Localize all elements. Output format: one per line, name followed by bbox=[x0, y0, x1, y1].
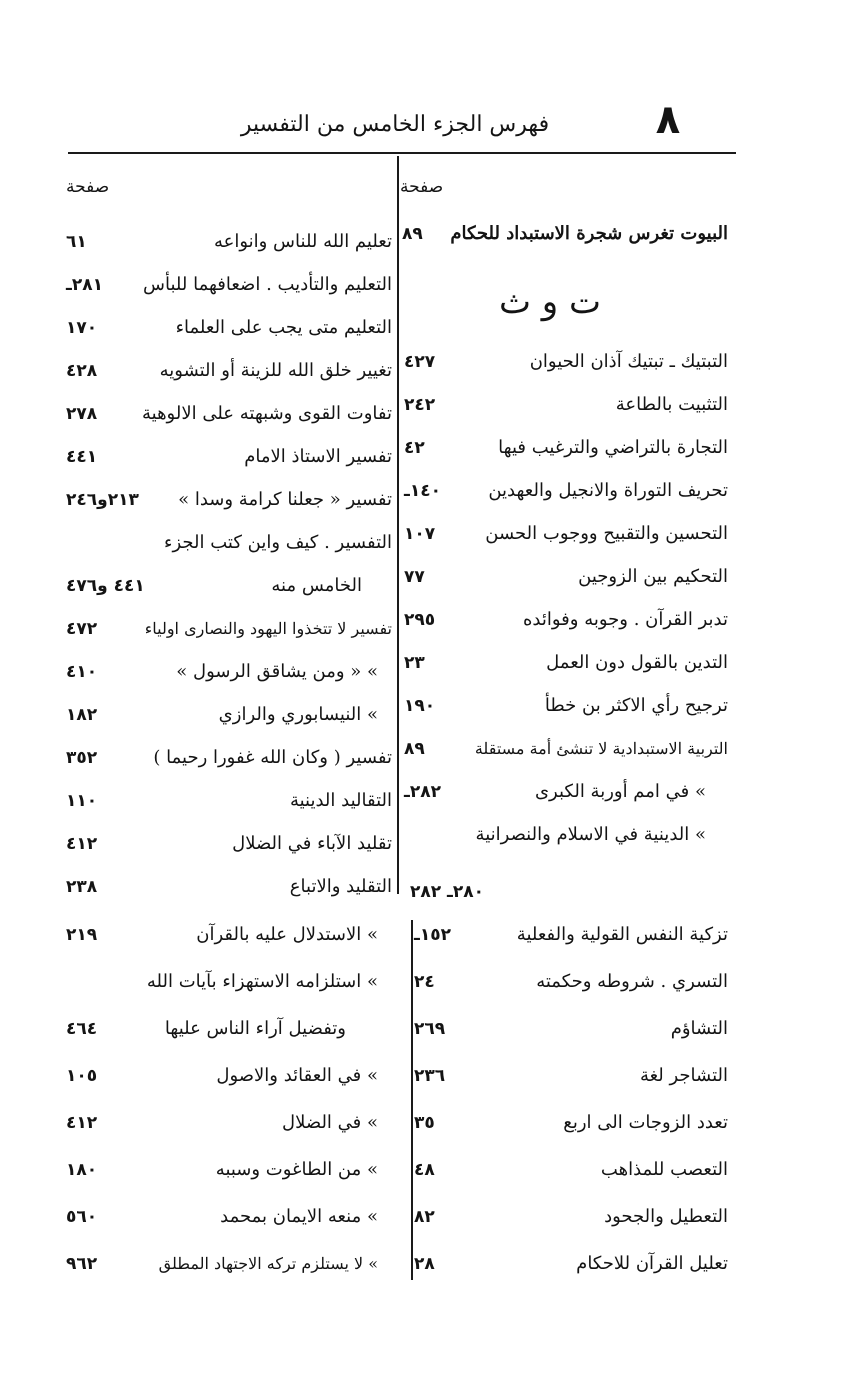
entry-text: وتفضيل آراء الناس عليها bbox=[164, 1018, 346, 1039]
entry-page: ٣٥٢ bbox=[66, 748, 98, 768]
entry-page: ٢٩٥ bbox=[404, 610, 436, 630]
entry-text: تعليم الله للناس وانواعه bbox=[213, 231, 392, 252]
entry-text: » في العقائد والاصول bbox=[216, 1065, 378, 1086]
entry-page: ٩٦٢ bbox=[66, 1254, 98, 1274]
index-entry bbox=[414, 1242, 728, 1286]
index-entry bbox=[404, 512, 728, 556]
entry-text: » الاستدلال عليه بالقرآن bbox=[196, 924, 378, 945]
entry-text: تفاوت القوى وشبهته على الالوهية bbox=[141, 403, 392, 424]
entry-page: ١١٠ bbox=[66, 791, 98, 811]
entry-page: ٤٧٢ bbox=[66, 619, 98, 639]
index-entry bbox=[66, 478, 392, 522]
entry-page: ٢٣ bbox=[404, 653, 425, 673]
index-entry bbox=[66, 349, 392, 393]
index-entry bbox=[66, 1242, 378, 1286]
entry-text: الخامس منه bbox=[271, 575, 362, 596]
entry-page: ٢٦٩ bbox=[414, 1019, 446, 1039]
entry-page: ٢٤٢ bbox=[404, 395, 436, 415]
entry-page: ١٤٠ـ bbox=[404, 481, 441, 501]
index-entry bbox=[414, 1148, 728, 1192]
entry-page: ٤١٢ bbox=[66, 1113, 98, 1133]
entry-text: تفسير ( وكان الله غفورا رحيما ) bbox=[153, 747, 392, 768]
entry-page: ٤٤١ bbox=[66, 447, 98, 467]
entry-text: التعطيل والجحود bbox=[604, 1206, 728, 1227]
index-entry bbox=[66, 392, 392, 436]
entry-text: » الدينية في الاسلام والنصرانية bbox=[475, 824, 706, 845]
index-entry bbox=[66, 1195, 378, 1239]
entry-page: ٤٢٨ bbox=[66, 361, 98, 381]
index-entry bbox=[414, 1195, 728, 1239]
index-entry bbox=[402, 212, 728, 256]
entry-page: ٢٧٨ bbox=[66, 404, 98, 424]
entry-text: » استلزامه الاستهزاء بآيات الله bbox=[146, 971, 378, 992]
entry-text: التشاجر لغة bbox=[639, 1065, 728, 1086]
entry-text: تعدد الزوجات الى اربع bbox=[563, 1112, 728, 1133]
index-entry bbox=[410, 870, 570, 914]
entry-text: التحسين والتقبيح ووجوب الحسن bbox=[485, 523, 728, 544]
column-divider bbox=[397, 156, 399, 894]
index-entry bbox=[66, 865, 392, 909]
entry-page: ١٩٠ bbox=[404, 696, 436, 716]
entry-page: ٢٨٢ـ bbox=[404, 782, 441, 802]
entry-text: » النيسابوري والرازي bbox=[218, 704, 378, 725]
entry-text: التحكيم بين الزوجين bbox=[578, 566, 728, 587]
entry-page: ٤٢ bbox=[404, 438, 425, 458]
entry-page: ٤٢٧ bbox=[404, 352, 436, 372]
entry-page: ٨٩ bbox=[402, 224, 423, 244]
entry-page: ٤٦٤ bbox=[66, 1019, 98, 1039]
left-column-page-header: صفحة bbox=[66, 177, 110, 197]
entry-text: تفسير لا تتخذوا اليهود والنصارى اولياء bbox=[144, 619, 392, 638]
entry-page: ٢٨ bbox=[414, 1254, 435, 1274]
index-entry bbox=[66, 263, 392, 307]
entry-text: التجارة بالتراضي والترغيب فيها bbox=[498, 437, 728, 458]
entry-text: التعصب للمذاهب bbox=[600, 1159, 728, 1180]
entry-text: تفسير الاستاذ الامام bbox=[244, 446, 392, 467]
index-entry bbox=[66, 1101, 378, 1145]
index-entry bbox=[414, 960, 728, 1004]
entry-page: ١٧٠ bbox=[66, 318, 98, 338]
index-entry bbox=[414, 1101, 728, 1145]
index-entry bbox=[66, 1148, 378, 1192]
entry-page: ١٨٢ bbox=[66, 705, 98, 725]
entry-text: » « ومن يشاقق الرسول » bbox=[176, 661, 378, 682]
entry-text: التسري . شروطه وحكمته bbox=[536, 971, 728, 992]
index-entry bbox=[414, 1007, 728, 1051]
entry-text: التقليد والاتباع bbox=[289, 876, 392, 897]
entry-text: » منعه الايمان بمحمد bbox=[220, 1206, 378, 1227]
index-entry bbox=[66, 607, 392, 651]
index-entry bbox=[404, 813, 706, 857]
index-entry bbox=[66, 822, 392, 866]
entry-page: ٣٥ bbox=[414, 1113, 435, 1133]
entry-page: ٤٨ bbox=[414, 1160, 435, 1180]
page-number: ٨ bbox=[655, 97, 681, 143]
index-entry bbox=[66, 693, 378, 737]
entry-text: التدين بالقول دون العمل bbox=[546, 652, 728, 673]
entry-text: تقليد الآباء في الضلال bbox=[232, 833, 392, 854]
entry-page: ٤٤١ و٤٧٦ bbox=[66, 576, 145, 596]
entry-page: ٦١ bbox=[66, 232, 87, 252]
index-entry bbox=[404, 340, 728, 384]
index-entry bbox=[66, 1054, 378, 1098]
entry-text: التبتيك ـ تبتيك آذان الحيوان bbox=[529, 351, 728, 372]
index-entry bbox=[66, 220, 392, 264]
entry-page: ٨٩ bbox=[404, 739, 425, 759]
entry-page: ٢٣٨ bbox=[66, 877, 98, 897]
entry-page: ٤١٠ bbox=[66, 662, 98, 682]
entry-page: ١٥٢ـ bbox=[414, 925, 451, 945]
entry-text: التثبيت بالطاعة bbox=[615, 394, 728, 415]
entry-text: التربية الاستبدادية لا تنشئ أمة مستقلة bbox=[474, 739, 728, 758]
index-entry bbox=[404, 598, 728, 642]
index-entry bbox=[414, 1054, 728, 1098]
entry-page: ٢٨١ـ bbox=[66, 275, 103, 295]
index-entry bbox=[404, 555, 728, 599]
entry-text: تفسير « جعلنا كرامة وسدا » bbox=[178, 489, 392, 510]
index-entry bbox=[404, 770, 706, 814]
entry-page: ٢٣٦ bbox=[414, 1066, 446, 1086]
index-entry bbox=[66, 779, 392, 823]
entry-text: التقاليد الدينية bbox=[289, 790, 392, 811]
index-entry bbox=[66, 960, 378, 1004]
entry-text: تعليل القرآن للاحكام bbox=[576, 1253, 728, 1274]
entry-text: التفسير . كيف واين كتب الجزء bbox=[164, 532, 392, 553]
entry-text: تغيير خلق الله للزينة أو التشويه bbox=[159, 360, 392, 381]
section-letters-heading: ت و ث bbox=[498, 282, 602, 322]
entry-text: » في الضلال bbox=[282, 1112, 378, 1133]
index-entry bbox=[66, 736, 392, 780]
index-entry bbox=[66, 521, 392, 565]
entry-page: ١٨٠ bbox=[66, 1160, 98, 1180]
entry-page: ٢١٣و٢٤٦ bbox=[66, 490, 139, 510]
entry-text: التعليم متى يجب على العلماء bbox=[175, 317, 392, 338]
column-divider-lower bbox=[411, 920, 413, 1280]
index-entry bbox=[66, 435, 392, 479]
entry-text: ترجيح رأي الاكثر بن خطأ bbox=[544, 695, 728, 716]
index-entry bbox=[66, 650, 378, 694]
index-entry bbox=[404, 727, 728, 771]
entry-text: تحريف التوراة والانجيل والعهدين bbox=[488, 480, 728, 501]
entry-page: ١٠٧ bbox=[404, 524, 436, 544]
entry-page: ٧٧ bbox=[404, 567, 425, 587]
entry-page: ٢١٩ bbox=[66, 925, 98, 945]
index-entry bbox=[66, 564, 362, 608]
entry-page: ٨٢ bbox=[414, 1207, 435, 1227]
index-entry bbox=[66, 913, 378, 957]
entry-text: تزكية النفس القولية والفعلية bbox=[516, 924, 728, 945]
right-column-page-header: صفحة bbox=[400, 177, 444, 197]
entry-text: » لا يستلزم تركه الاجتهاد المطلق bbox=[158, 1254, 378, 1273]
index-entry bbox=[404, 641, 728, 685]
index-entry bbox=[404, 383, 728, 427]
entry-page: ٢٤ bbox=[414, 972, 435, 992]
entry-page: ١٠٥ bbox=[66, 1066, 98, 1086]
entry-page: ٢٨٠ـ ٢٨٢ bbox=[410, 882, 485, 902]
index-entry bbox=[66, 1007, 346, 1051]
index-entry bbox=[404, 426, 728, 470]
entry-text: » من الطاغوت وسببه bbox=[215, 1159, 378, 1180]
index-entry bbox=[414, 913, 728, 957]
entry-text: التشاؤم bbox=[670, 1018, 728, 1039]
index-entry bbox=[404, 469, 728, 513]
entry-text: البيوت تغرس شجرة الاستبداد للحكام bbox=[450, 223, 728, 244]
index-entry bbox=[66, 306, 392, 350]
entry-text: تدبر القرآن . وجوبه وفوائده bbox=[522, 609, 728, 630]
entry-page: ٥٦٠ bbox=[66, 1207, 98, 1227]
index-entry bbox=[404, 684, 728, 728]
entry-page: ٤١٢ bbox=[66, 834, 98, 854]
entry-text: التعليم والتأديب . اضعافهما للبأس bbox=[143, 274, 392, 295]
entry-text: » في امم أوربة الكبرى bbox=[534, 781, 706, 802]
header-rule bbox=[68, 152, 736, 154]
running-title: فهرس الجزء الخامس من التفسير bbox=[240, 112, 550, 137]
